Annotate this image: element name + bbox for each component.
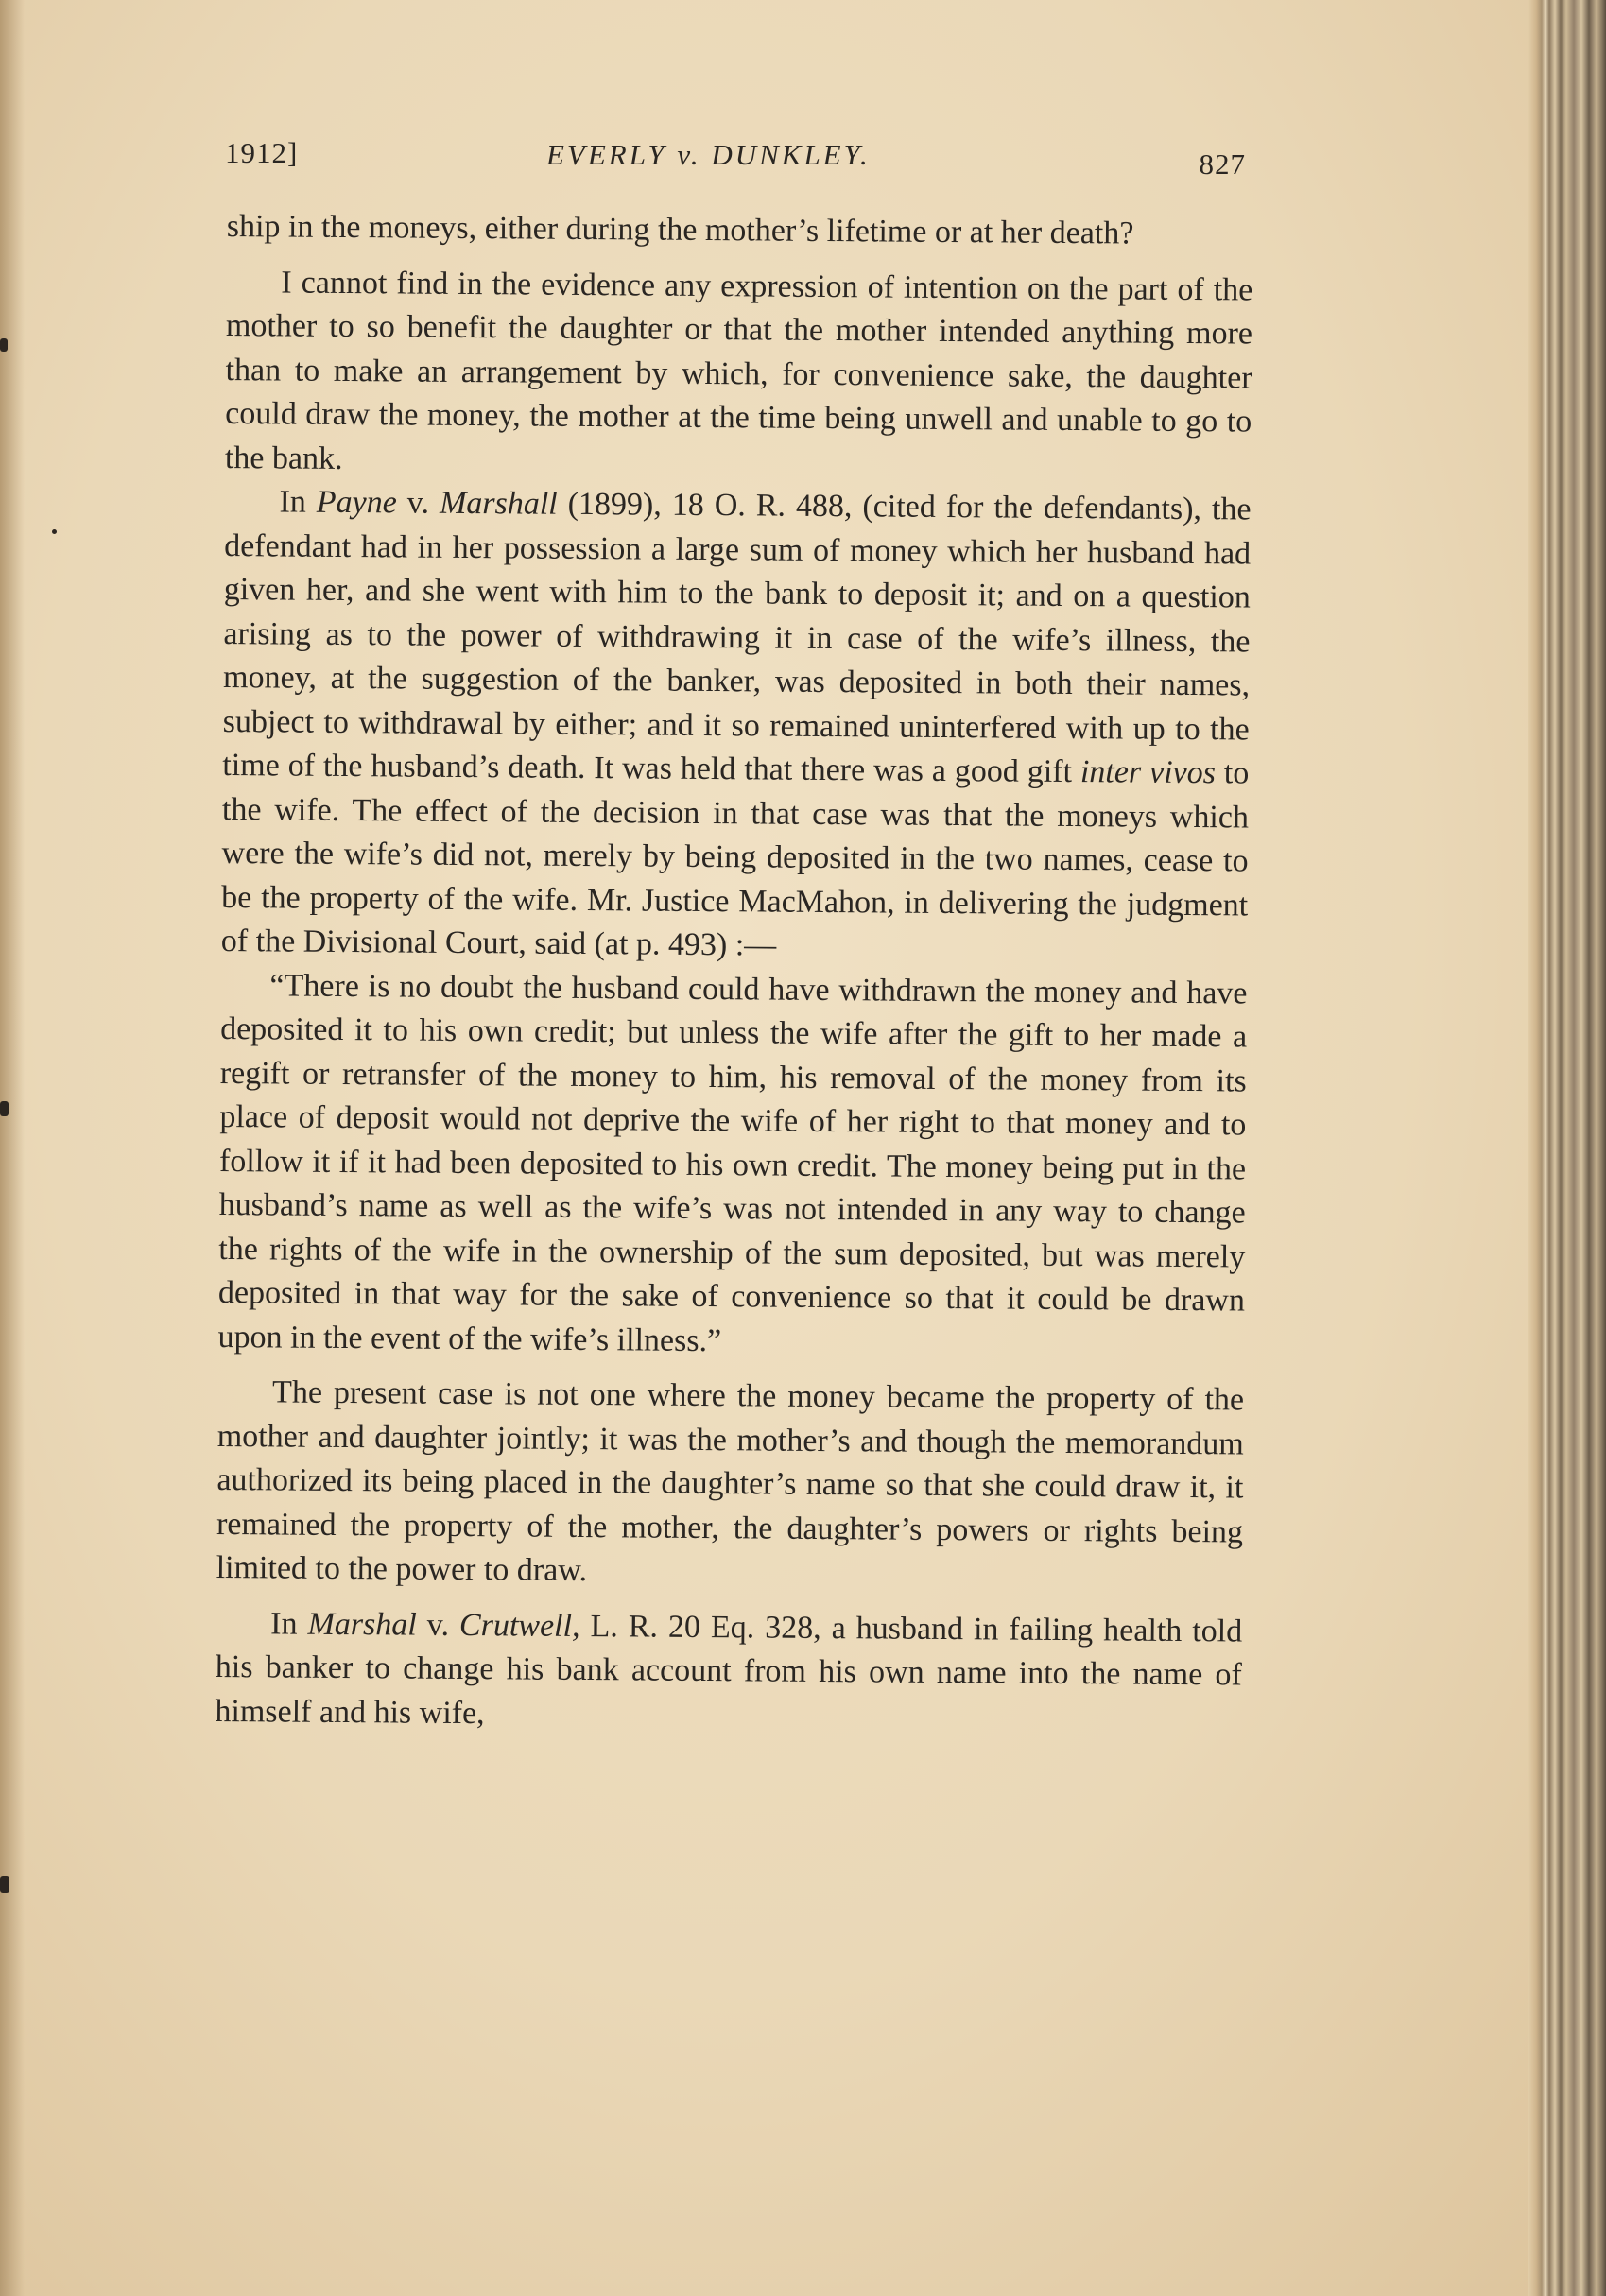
- binding-mark: [0, 338, 8, 352]
- body-text: [215, 205, 1253, 1741]
- paragraph: I cannot find in the evidence any expression of intention on the part of the mother to so benefit the daughter or that the mother intended anything more than to make an arrangement by which, for convenience sake, the daughter could draw the money, the mother at the time being unwell and unable to go to the bank.: [224, 264, 1253, 476]
- case-name: Marshal: [307, 1606, 417, 1643]
- case-name: Marshall: [439, 485, 558, 522]
- case-name: Payne: [316, 484, 397, 521]
- text-run: L. R. 20 Eq. 328, a husband in failing health told his banker to change his bank account from his own name into the name of himself and his wife,: [215, 1608, 1243, 1731]
- book-page-edges: [1528, 0, 1606, 2296]
- text-run: to the wife. The effect of the decision in that case was that the moneys which were the wife’s did not, merely by being deposited in the two names, cease to be the property of the wife. Mr. Justice MacMahon, in delivering the judgment of the Divisional Court, said (at p. 493) :—: [220, 755, 1250, 963]
- binding-mark: [0, 1876, 9, 1893]
- paragraph-marshal-crutwell: [215, 1601, 1242, 1741]
- text-run: v.: [396, 485, 440, 521]
- text-run: v.: [416, 1607, 460, 1643]
- latin-phrase: inter vivos: [1079, 754, 1217, 791]
- header-case-title: EVERLY v. DUNKLEY.: [546, 138, 871, 171]
- paragraph-payne-marshall: [221, 480, 1252, 972]
- text-run: In: [279, 484, 317, 520]
- paragraph-continuation: ship in the moneys, either during the mother’s lifetime or at her death?: [226, 208, 1134, 251]
- page-number: 827: [1199, 147, 1246, 181]
- paragraph: The present case is not one where the money became the property of the mother and daughter jointly; it was the mother’s and though the memorandum authorized its being placed in the daughter’s name so that she could draw it, it remained the property of the mother, the daughter’s powers or rights being limited to the power to draw.: [216, 1374, 1245, 1589]
- ink-speck: [52, 529, 57, 534]
- text-run: In: [270, 1605, 308, 1642]
- running-header: [225, 132, 1250, 180]
- case-name: Crutwell,: [458, 1607, 580, 1644]
- text-run: (1899), 18 O. R. 488, (cited for the defendants), the defendant had in her possession a large sum of money which her husband had given her, and she went with him to the bank to deposit it; and on a question arising as to the power of withdrawing it in case of the wife’s illness, the money, at the suggestion of the banker, was deposited in both their names, subject to withdrawal by either; and it so remained uninterfered with up to the time of the husband’s death. It was held that there was a good gift: [222, 486, 1252, 790]
- binding-mark: [0, 1101, 9, 1116]
- block-quotation: “There is no doubt the husband could have withdrawn the money and have deposited it to his own credit; but unless the wife after the gift to her made a regift or retransfer of the money to him, his removal of the money from its place of deposit would not deprive the wife of her right to that money and to follow it if it had been deposited to his own credit. The money being put in the husband’s name as well as the wife’s was not intended in any way to change the rights of the wife in the ownership of the sum deposited, but was merely deposited in that way for the sake of convenience so that it could be drawn upon in the event of the wife’s illness.”: [217, 967, 1248, 1358]
- header-year: 1912]: [225, 136, 299, 169]
